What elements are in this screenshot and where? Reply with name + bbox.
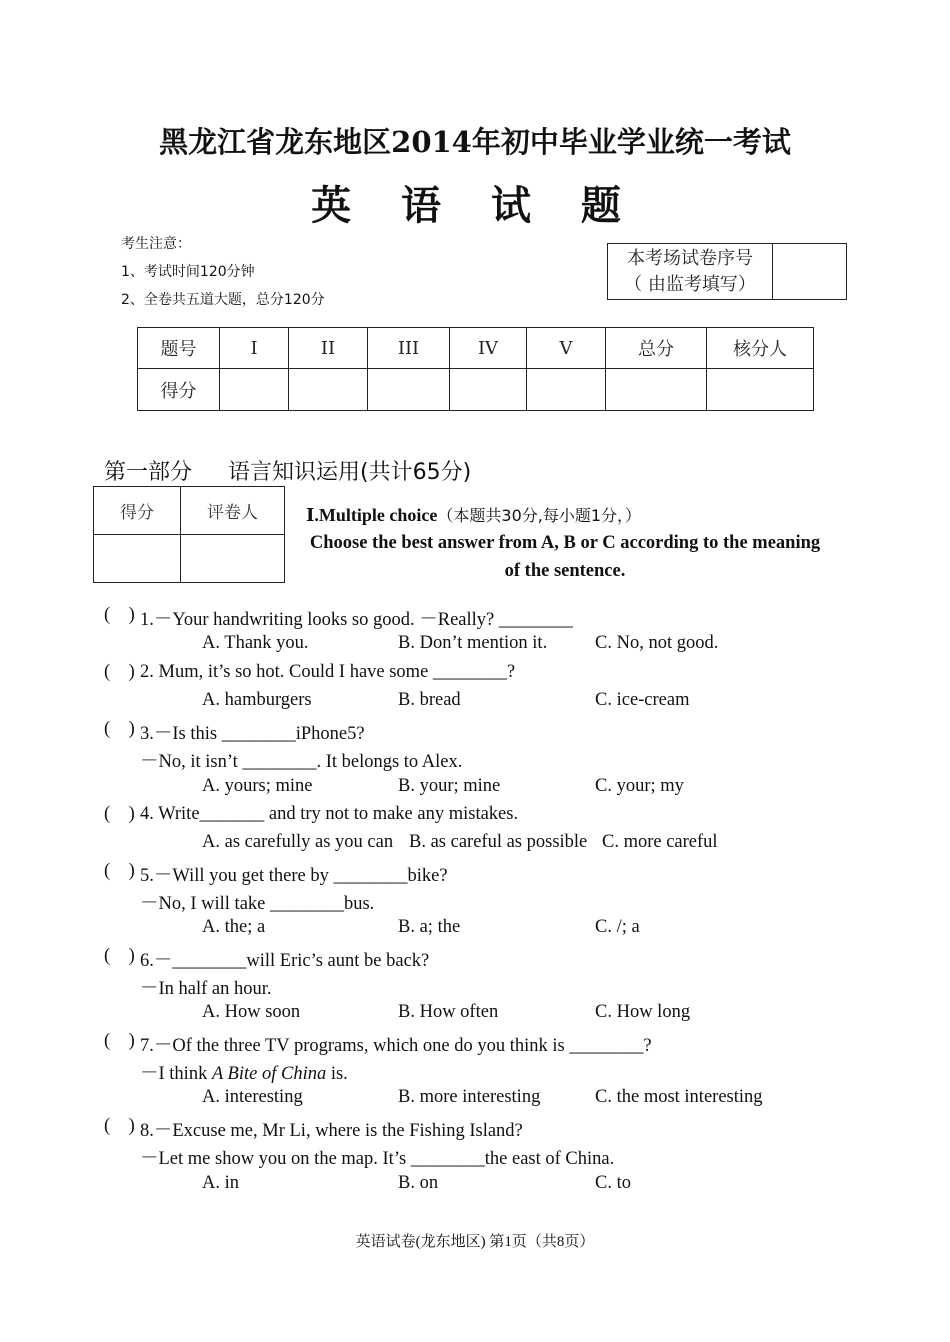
score-cell[interactable] <box>220 369 289 411</box>
question-2-option-b: B. bread <box>398 690 461 710</box>
grader-field[interactable] <box>181 535 285 583</box>
notice-item-2: 2、全卷共五道大题，总分120分 <box>121 292 325 308</box>
score-header-cell: V <box>527 328 606 369</box>
grade-field[interactable] <box>94 535 181 583</box>
question-3-text: 3.－Is this ________iPhone5? <box>140 724 365 744</box>
score-header-cell: II <box>289 328 368 369</box>
question-7-text-line2: －I think A Bite of China is. <box>140 1064 348 1084</box>
part-title: 语言知识运用(共计65分) <box>228 460 472 485</box>
score-header-cell: 核分人 <box>707 328 814 369</box>
question-8-option-a: A. in <box>202 1173 239 1193</box>
sequence-label-line1: 本考场试卷序号 <box>627 247 753 269</box>
sequence-label <box>608 244 773 300</box>
sequence-number-field[interactable] <box>773 244 847 300</box>
score-cell[interactable] <box>368 369 450 411</box>
question-7-text: 7.－Of the three TV programs, which one do you think is ________? <box>140 1036 652 1056</box>
question-6-text: 6.－________will Eric’s aunt be back? <box>140 951 430 971</box>
grade-box <box>93 486 285 583</box>
question-8-option-c: C. to <box>595 1173 631 1193</box>
question-5-option-c: C. /; a <box>595 917 640 937</box>
question-3-option-c: C. your; my <box>595 776 684 796</box>
score-row-label: 得分 <box>138 369 220 411</box>
answer-paren[interactable]: ( ) <box>104 605 135 625</box>
page-footer: 英语试卷(龙东地区) 第1页（共8页） <box>355 1234 595 1250</box>
question-5-text-line2: －No, I will take ________bus. <box>140 894 375 914</box>
part-heading <box>104 455 471 486</box>
section-instruction: Choose the best answer from A, B or C according to the meaning of the sentence. <box>309 533 821 581</box>
question-7-option-a: A. interesting <box>202 1087 303 1107</box>
answer-paren[interactable]: ( ) <box>104 861 135 881</box>
question-2-option-c: C. ice-cream <box>595 690 690 710</box>
question-1-text: 1.－Your handwriting looks so good. －Really? ________ <box>140 610 573 630</box>
question-5-text: 5.－Will you get there by ________bike? <box>140 866 448 886</box>
question-4-text: 4. Write_______ and try not to make any mistakes. <box>140 804 519 824</box>
score-header-cell: I <box>220 328 289 369</box>
question-8-option-b: B. on <box>398 1173 439 1193</box>
question-8-text-line2: －Let me show you on the map. It’s ________the east of China. <box>140 1149 615 1169</box>
question-6-option-c: C. How long <box>595 1002 691 1022</box>
score-header-cell: 总分 <box>606 328 707 369</box>
score-header-cell: 题号 <box>138 328 220 369</box>
grade-label: 得分 <box>94 487 181 535</box>
grader-label: 评卷人 <box>181 487 285 535</box>
question-6-option-a: A. How soon <box>202 1002 301 1022</box>
question-1-option-a: A. Thank you. <box>202 633 309 653</box>
question-1-option-b: B. Don’t mention it. <box>398 633 548 653</box>
sequence-label-line2: （ 由监考填写） <box>624 273 756 295</box>
question-2-option-a: A. hamburgers <box>202 690 312 710</box>
question-2-text: 2. Mum, it’s so hot. Could I have some ________? <box>140 662 516 682</box>
question-4-option-a: A. as carefully as you can <box>202 832 394 852</box>
score-header-cell: III <box>368 328 450 369</box>
score-cell[interactable] <box>450 369 527 411</box>
question-7-option-b: B. more interesting <box>398 1087 541 1107</box>
question-6-text-line2: －In half an hour. <box>140 979 272 999</box>
exam-subtitle: 英 语 试 题 <box>311 183 639 229</box>
question-7-option-c: C. the most interesting <box>595 1087 763 1107</box>
section-note: （本题共30分,每小题1分，） <box>437 506 642 525</box>
question-3-option-b: B. your; mine <box>398 776 501 796</box>
answer-paren[interactable]: ( ) <box>104 662 135 682</box>
answer-paren[interactable]: ( ) <box>104 804 135 824</box>
question-6-option-b: B. How often <box>398 1002 499 1022</box>
question-4-option-c: C. more careful <box>602 832 718 852</box>
question-3-text-line2: －No, it isn’t ________. It belongs to Alex. <box>140 752 463 772</box>
section-label: Ⅰ. <box>306 505 319 525</box>
score-cell[interactable] <box>527 369 606 411</box>
notice-item-1: 1、考试时间120分钟 <box>121 264 255 280</box>
question-5-option-b: B. a; the <box>398 917 461 937</box>
answer-paren[interactable]: ( ) <box>104 1116 135 1136</box>
question-4-option-b: B. as careful as possible <box>409 832 588 852</box>
question-1-option-c: C. No, not good. <box>595 633 719 653</box>
answer-paren[interactable]: ( ) <box>104 719 135 739</box>
answer-paren[interactable]: ( ) <box>104 946 135 966</box>
notice-heading: 考生注意： <box>121 236 191 252</box>
part-name: 第一部分 <box>104 460 193 485</box>
score-header-cell: IV <box>450 328 527 369</box>
score-cell[interactable] <box>289 369 368 411</box>
score-table <box>137 327 814 411</box>
section-heading <box>306 503 641 526</box>
question-5-option-a: A. the; a <box>202 917 266 937</box>
score-cell[interactable] <box>606 369 707 411</box>
question-3-option-a: A. yours; mine <box>202 776 313 796</box>
section-name: Multiple choice <box>318 505 438 525</box>
score-cell[interactable] <box>707 369 814 411</box>
sequence-number-box <box>607 243 847 300</box>
exam-title: 黑龙江省龙东地区2014年初中毕业学业统一考试 <box>159 125 791 159</box>
question-8-text: 8.－Excuse me, Mr Li, where is the Fishing Island? <box>140 1121 523 1141</box>
answer-paren[interactable]: ( ) <box>104 1031 135 1051</box>
